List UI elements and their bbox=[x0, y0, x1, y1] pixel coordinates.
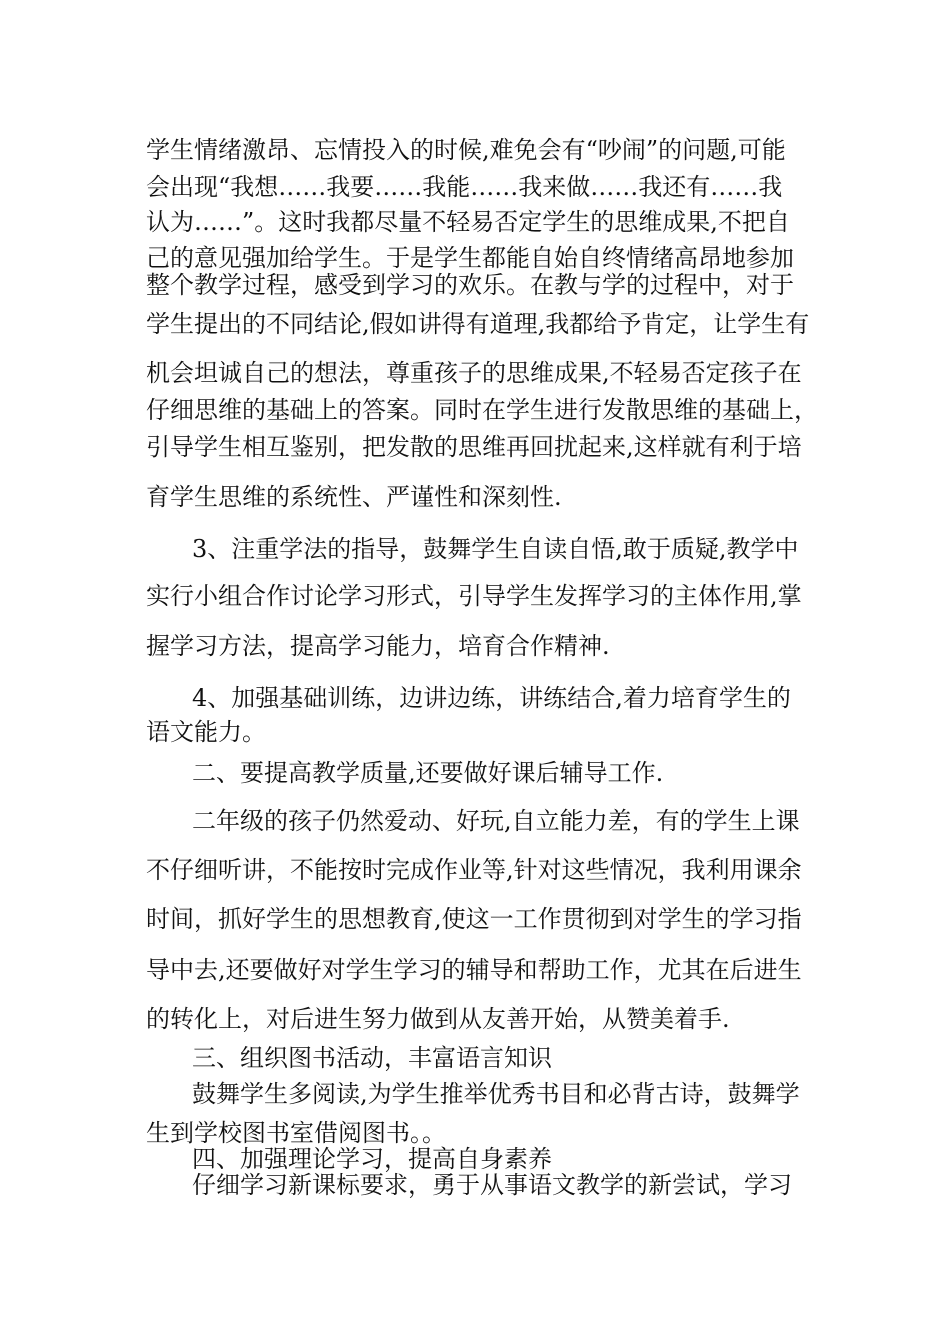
text-line: 握学习方法，提高学习能力，培育合作精神. bbox=[146, 632, 610, 660]
text-line: 机会坦诚自己的想法，尊重孩子的思维成果,不轻易否定孩子在 bbox=[146, 359, 802, 387]
text-line: 4、加强基础训练，边讲边练，讲练结合,着力培育学生的 bbox=[192, 684, 791, 712]
text-line: 的转化上，对后进生努力做到从友善开始，从赞美着手. bbox=[146, 1005, 730, 1033]
text-line: 引导学生相互鉴别，把发散的思维再回扰起来,这样就有利于培 bbox=[146, 433, 802, 461]
text-line: 语文能力。 bbox=[146, 718, 266, 746]
section-heading: 三、组织图书活动，丰富语言知识 bbox=[192, 1044, 552, 1072]
text-line: 时间，抓好学生的思想教育,使这一工作贯彻到对学生的学习指 bbox=[146, 905, 802, 933]
text-line: 3、注重学法的指导，鼓舞学生自读自悟,敢于质疑,教学中 bbox=[192, 535, 799, 563]
text-line: 仔细思维的基础上的答案。同时在学生进行发散思维的基础上， bbox=[146, 396, 818, 424]
text-line: 仔细学习新课标要求，勇于从事语文教学的新尝试，学习 bbox=[192, 1171, 792, 1199]
text-line: 己的意见强加给学生。于是学生都能自始自终情绪高昂地参加 bbox=[146, 244, 794, 272]
text-line: 不仔细听讲，不能按时完成作业等,针对这些情况，我利用课余 bbox=[146, 856, 802, 884]
text-line: 鼓舞学生多阅读,为学生推举优秀书目和必背古诗，鼓舞学 bbox=[192, 1080, 800, 1108]
text-line: 会出现“我想……我要……我能……我来做……我还有……我 bbox=[146, 173, 783, 201]
text-line: 学生情绪激昂、忘情投入的时候,难免会有“吵闹”的问题,可能 bbox=[146, 136, 786, 164]
section-heading: 四、加强理论学习，提高自身素养 bbox=[192, 1145, 552, 1173]
section-heading: 二、要提高教学质量,还要做好课后辅导工作. bbox=[192, 759, 664, 787]
text-line: 实行小组合作讨论学习形式，引导学生发挥学习的主体作用,掌 bbox=[146, 582, 802, 610]
text-line: 二年级的孩子仍然爱动、好玩,自立能力差，有的学生上课 bbox=[192, 807, 800, 835]
text-line: 导中去,还要做好对学生学习的辅导和帮助工作，尤其在后进生 bbox=[146, 956, 802, 984]
text-line: 整个教学过程，感受到学习的欢乐。在教与学的过程中，对于 bbox=[146, 271, 794, 299]
text-line: 认为……”。这时我都尽量不轻易否定学生的思维成果,不把自 bbox=[146, 208, 790, 236]
text-line: 育学生思维的系统性、严谨性和深刻性. bbox=[146, 483, 562, 511]
text-line: 学生提出的不同结论,假如讲得有道理,我都给予肯定，让学生有 bbox=[146, 310, 810, 338]
text-line: 生到学校图书室借阅图书。。 bbox=[146, 1119, 446, 1147]
